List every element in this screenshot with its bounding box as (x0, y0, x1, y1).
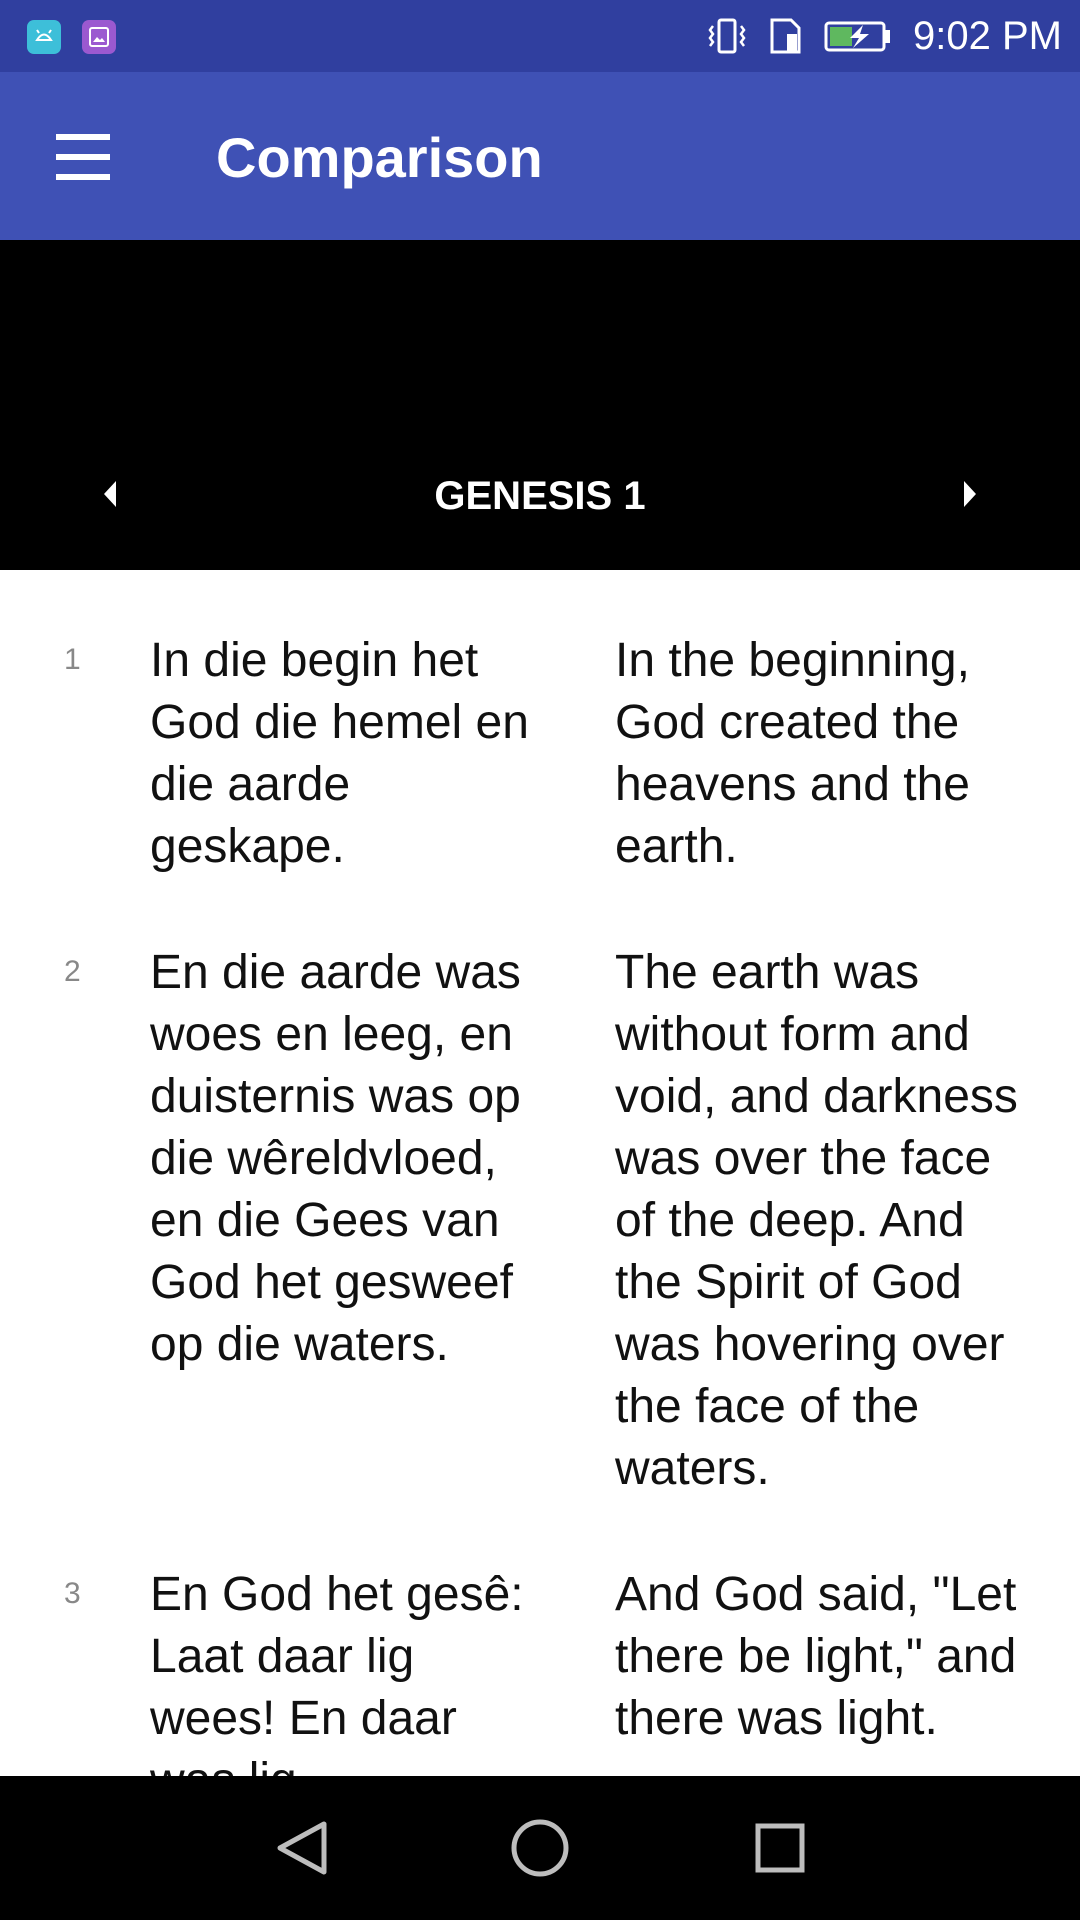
system-nav-bar (0, 1776, 1080, 1920)
back-button[interactable] (250, 1798, 350, 1898)
verse-text-afrikaans: En God het gesê: Laat daar lig wees! En daar (150, 1568, 524, 1745)
verse-text-english: And God said, "Let there be light," and there was light. (615, 1568, 1017, 1745)
menu-icon (56, 134, 110, 140)
sim-icon (767, 16, 805, 56)
verse-row (0, 570, 1080, 942)
verse-number: 1 (64, 643, 81, 676)
verse-text-afrikaans: En die aarde was woes en leeg, en duisternis was op die wêreldvloed, en die Gees van God het gesweef op die waters. (150, 946, 521, 1371)
verse-list[interactable] (0, 570, 1080, 1776)
verse-text-english: In the beginning, God created the heavens and the earth. (615, 634, 970, 873)
verse-text-english: The earth was without form and void, and darkness was over the face of the deep. And the Spirit of God was hovering over the face of the waters. (615, 946, 1018, 1495)
home-icon (490, 1798, 590, 1898)
menu-icon-line (56, 154, 110, 160)
menu-button[interactable] (40, 112, 130, 202)
recents-icon (730, 1798, 830, 1898)
android-icon (27, 20, 61, 54)
verse-text-afrikaans: In die begin het God die hemel en die aarde geskape. (150, 634, 529, 873)
home-button[interactable] (490, 1798, 590, 1898)
app-bar (0, 72, 1080, 240)
chapter-title[interactable]: GENESIS 1 (434, 474, 646, 518)
verse-number: 2 (64, 955, 81, 988)
page-title: Comparison (216, 126, 543, 189)
status-bar (0, 0, 1080, 72)
arrow-right-icon (960, 477, 980, 511)
verse-row (0, 942, 1080, 1564)
next-chapter-button[interactable] (930, 455, 1010, 535)
back-icon (250, 1798, 350, 1898)
verse-number: 3 (64, 1577, 81, 1610)
menu-icon-line (56, 174, 110, 180)
recents-button[interactable] (730, 1798, 830, 1898)
vibrate-icon (705, 16, 749, 56)
gallery-icon (82, 20, 116, 54)
status-time: 9:02 PM (913, 13, 1062, 58)
battery-charging-icon (823, 16, 891, 56)
